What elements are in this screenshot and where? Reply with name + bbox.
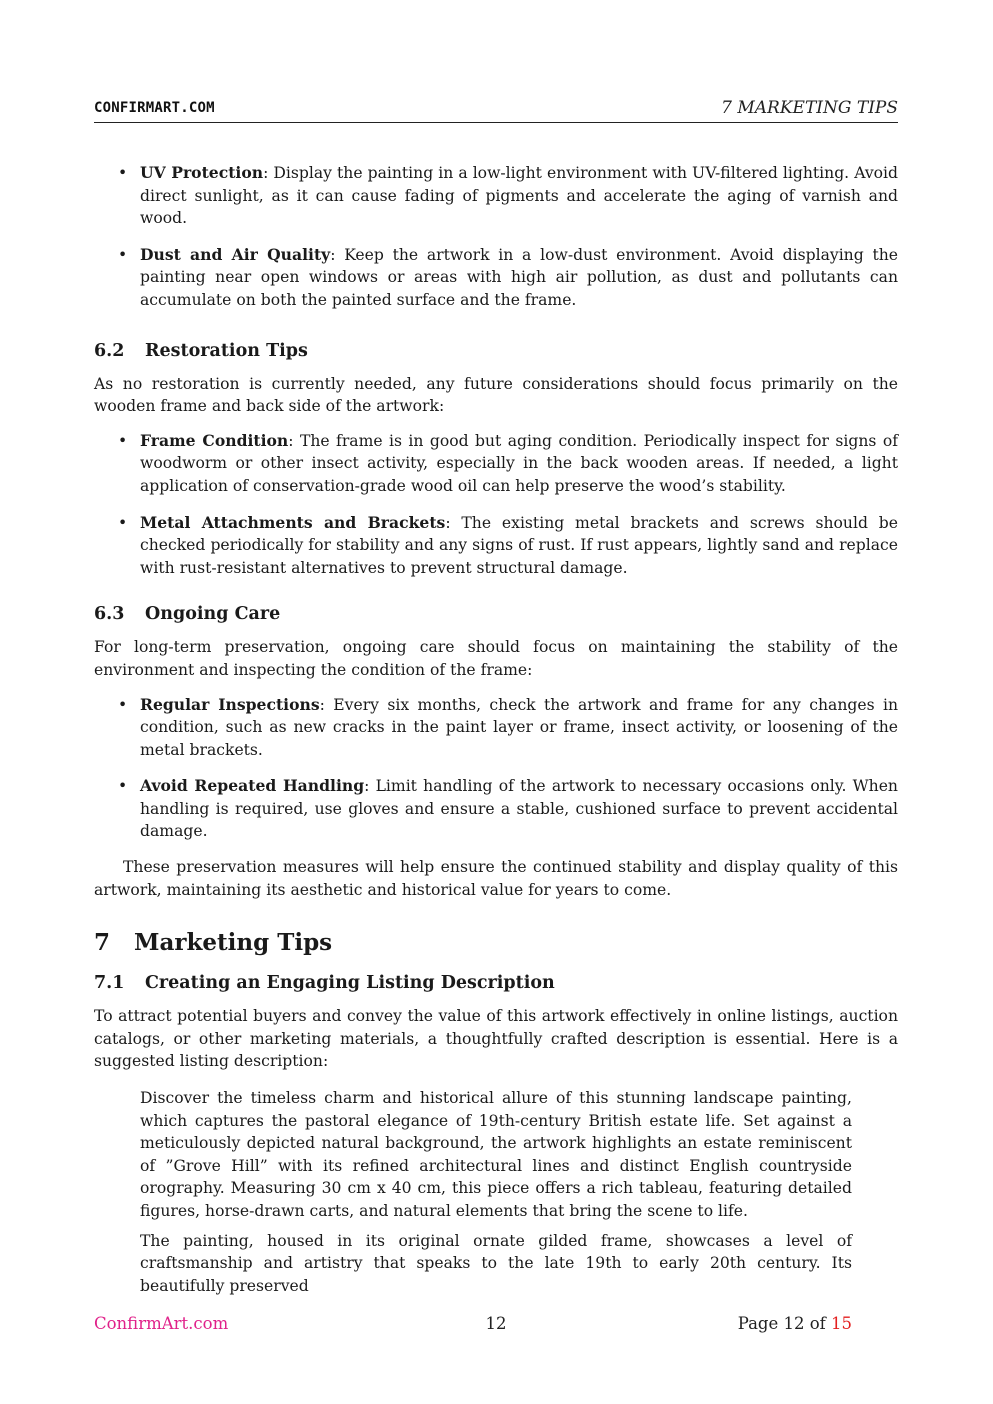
bullet-icon: • bbox=[118, 777, 128, 796]
page-count-prefix: Page 12 of bbox=[737, 1314, 831, 1333]
list-item-text: : Limit handling of the artwork to necessary occasions only. When handling is required, use gloves and ensure a stable, cushioned surface to prevent accidental damage. bbox=[140, 777, 898, 841]
list-item-term: Regular Inspections bbox=[140, 694, 320, 714]
list-item bbox=[94, 512, 898, 580]
subsection-number: 6.2 bbox=[94, 340, 125, 361]
section-title: Marketing Tips bbox=[134, 929, 333, 957]
section-number: 7 bbox=[94, 929, 111, 957]
subsection-number: 6.3 bbox=[94, 604, 125, 625]
preservation-list bbox=[94, 162, 898, 312]
quote-paragraph: Discover the timeless charm and historical allure of this stunning landscape painting, which captures the pastoral elegance of 19th-century British estate life. Set against a meticulously depicted natural background, the artwork highlights an estate reminiscent of ”Grove Hill” with its refined architectural lines and distinct English countryside orography. Measuring 30 cm x 40 cm, this piece offers a rich tableau, featuring detailed figures, horse-drawn carts, and natural elements that bring the scene to life. bbox=[140, 1089, 852, 1220]
page-total-link[interactable]: 15 bbox=[831, 1314, 852, 1333]
listing-description-quote bbox=[140, 1087, 852, 1297]
section-heading-7 bbox=[94, 928, 898, 958]
page-footer bbox=[94, 1314, 852, 1338]
list-item-text: : Every six months, check the artwork and frame for any changes in condition, such as new cracks in the paint layer or frame, insect activity, or loosening of the metal brackets. bbox=[140, 695, 899, 759]
list-item-term: UV Protection bbox=[140, 163, 264, 182]
subsection-title: Restoration Tips bbox=[145, 340, 308, 361]
list-item-term: Frame Condition bbox=[140, 430, 289, 450]
ongoing-care-list bbox=[94, 694, 898, 844]
confirmart-logo: CONFIRMART.COM bbox=[94, 100, 215, 116]
paragraph: As no restoration is currently needed, any future considerations should focus primarily on the wooden frame and back side of the artwork: bbox=[94, 374, 898, 416]
subsection-number: 7.1 bbox=[94, 973, 125, 994]
list-item-term: Dust and Air Quality bbox=[140, 244, 331, 264]
footer-page-count bbox=[738, 1314, 852, 1333]
running-section-title: 7 MARKETING TIPS bbox=[721, 98, 898, 118]
quote-paragraph: The painting, housed in its original ornate gilded frame, showcases a level of craftsmanship and artistry that speaks to the late 19th to early 20th century. Its beautifully preserved bbox=[140, 1231, 852, 1295]
list-item-text: : Display the painting in a low-light environment with UV-filtered lighting. Avoid direct sunlight, as it can cause fading of pigments and accelerate the aging of varnish and wood. bbox=[140, 164, 898, 228]
footer-page-number: 12 bbox=[485, 1314, 507, 1333]
bullet-icon: • bbox=[118, 164, 128, 182]
subsection-heading-6-3 bbox=[94, 602, 898, 626]
bullet-icon: • bbox=[118, 513, 128, 532]
list-item-term: Metal Attachments and Brackets bbox=[140, 512, 446, 532]
bullet-icon: • bbox=[118, 245, 128, 264]
subsection-title: Ongoing Care bbox=[145, 604, 281, 625]
paragraph: For long-term preservation, ongoing care should focus on maintaining the stability of the environment and inspecting the condition of the frame: bbox=[94, 638, 898, 679]
list-item-term: Avoid Repeated Handling bbox=[140, 776, 365, 796]
subsection-heading-7-1 bbox=[94, 971, 898, 995]
paragraph: These preservation measures will help ensure the continued stability and display quality of this artwork, maintaining its aesthetic and historical value for years to come. bbox=[94, 858, 898, 899]
list-item bbox=[94, 162, 898, 230]
list-item-text: : The frame is in good but aging condition. Periodically inspect for signs of woodworm or other insect activity, especially in the back wooden areas. If needed, a light application of conservation-grade wood oil can help preserve the wood’s stability. bbox=[140, 431, 898, 495]
list-item bbox=[94, 694, 898, 762]
subsection-title: Creating an Engaging Listing Description bbox=[145, 973, 555, 994]
list-item bbox=[94, 244, 898, 312]
paragraph: To attract potential buyers and convey the value of this artwork effectively in online listings, auction catalogs, or other marketing materials, a thoughtfully crafted description is essential. Here is a suggested listing description: bbox=[94, 1007, 898, 1071]
bullet-icon: • bbox=[118, 431, 128, 450]
list-item-text: : Keep the artwork in a low-dust environment. Avoid displaying the painting near open windows or areas with high air pollution, as dust and pollutants can accumulate on both the painted surface and the frame. bbox=[140, 245, 898, 309]
list-item bbox=[94, 775, 898, 843]
list-item-text: : The existing metal brackets and screws should be checked periodically for stability and any signs of rust. If rust appears, lightly sand and replace with rust-resistant alternatives to prevent structural damage. bbox=[140, 513, 898, 577]
bullet-icon: • bbox=[118, 695, 128, 714]
footer-site-link[interactable]: ConfirmArt.com bbox=[94, 1314, 229, 1333]
page-content bbox=[94, 162, 898, 1297]
subsection-heading-6-2 bbox=[94, 339, 898, 363]
page-header bbox=[94, 98, 898, 123]
restoration-list bbox=[94, 430, 898, 580]
list-item bbox=[94, 430, 898, 498]
